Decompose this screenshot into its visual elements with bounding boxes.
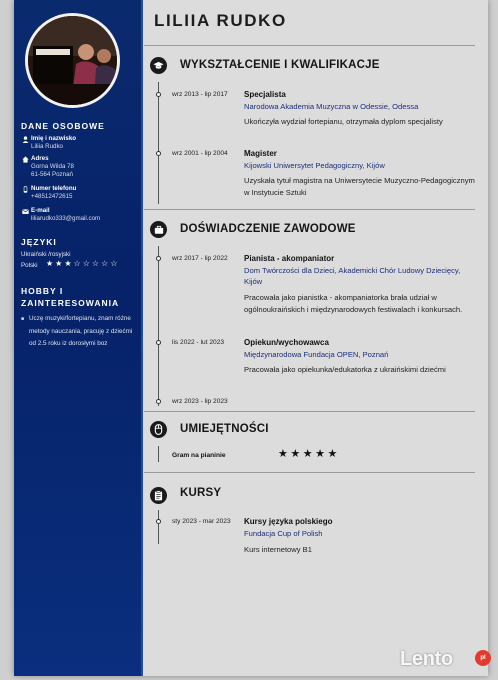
divider <box>144 209 475 210</box>
mouse-icon <box>150 421 167 438</box>
timeline-dot <box>156 519 161 524</box>
language-item: Ukraiński /rosyjski <box>21 251 71 258</box>
entry-desc: Uzyskała tytuł magistra na Uniwersytecie Muzyczno-Pedagogicznym w Instytucie Sztuki <box>244 176 475 197</box>
entry-org: Dom Twórczości dla Dzieci, Akademicki Chór Ludowy Dziecięcy, Kijów <box>244 266 461 287</box>
timeline-dot <box>156 399 161 404</box>
home-icon <box>19 155 31 179</box>
entry-org: Kijowski Uniwersytet Pedagogiczny, Kijów <box>244 161 385 170</box>
language-item: Polski <box>21 262 38 269</box>
entry-org: Międzynarodowa Fundacja OPEN, Poznań <box>244 350 389 359</box>
section-title-education: WYKSZTAŁCENIE I KWALIFIKACJE <box>180 59 380 71</box>
hobby-item <box>21 313 139 351</box>
personal-value: Liliia Rudko <box>31 143 63 150</box>
entry-date: wrz 2001 - lip 2004 <box>172 150 228 157</box>
entry-date: wrz 2013 - lip 2017 <box>172 91 228 98</box>
briefcase-icon <box>150 221 167 238</box>
timeline-line <box>158 82 159 204</box>
section-title-skills: UMIEJĘTNOŚCI <box>180 423 269 435</box>
sidebar <box>14 0 141 676</box>
timeline-line <box>158 510 159 544</box>
entry-org: Fundacja Cup of Polish <box>244 529 323 538</box>
entry-desc: Kurs internetowy B1 <box>244 545 312 554</box>
timeline-dot <box>156 340 161 345</box>
entry-date: wrz 2023 - lip 2023 <box>172 398 228 405</box>
entry-title: Kursy języka polskiego <box>244 517 333 526</box>
graduation-cap-icon <box>150 57 167 74</box>
avatar <box>25 13 120 108</box>
language-rating: ★★★☆☆☆☆☆ <box>46 259 120 268</box>
skill-name: Gram na pianinie <box>172 452 226 459</box>
entry-date: lis 2022 - lut 2023 <box>172 339 225 346</box>
section-title-experience: DOŚWIADCZENIE ZAWODOWE <box>180 223 356 235</box>
divider <box>144 45 475 46</box>
timeline-line <box>158 446 159 462</box>
personal-item-address <box>19 155 137 179</box>
person-name: LILIIA RUDKO <box>154 11 287 30</box>
entry-date: wrz 2017 - lip 2022 <box>172 255 228 262</box>
personal-value: Gorna Wilda 78 61-564 Poznań <box>31 163 74 178</box>
personal-value: +48512472615 <box>31 193 73 200</box>
timeline-dot <box>156 92 161 97</box>
personal-label: E-mail <box>31 207 50 214</box>
personal-label: Adres <box>31 155 49 162</box>
entry-org: Narodowa Akademia Muzyczna w Odessie, Odessa <box>244 102 419 111</box>
envelope-icon <box>19 207 31 223</box>
timeline-dot <box>156 256 161 261</box>
entry-title: Opiekun/wychowawca <box>244 338 329 347</box>
personal-label: Numer telefonu <box>31 185 77 192</box>
entry-desc: Ukończyła wydział fortepianu, otrzymała dyplom specjalisty <box>244 117 443 126</box>
entry-title: Pianista - akompaniator <box>244 254 335 263</box>
languages-heading: JĘZYKI <box>21 237 57 247</box>
hobby-text: Uczę muzyki/fortepianu, znam różne metody nauczania, pracuję z dziećmi od 2.5 roku iz dorosłymi boz <box>29 315 133 348</box>
timeline-dot <box>156 151 161 156</box>
clipboard-icon <box>150 487 167 504</box>
personal-item-email <box>19 207 137 223</box>
personal-item-phone <box>19 185 137 201</box>
divider <box>144 411 475 412</box>
sidebar-stripe <box>141 0 143 676</box>
watermark-logo: Lento <box>400 648 453 670</box>
divider <box>144 472 475 473</box>
skill-rating: ★★★★★ <box>278 448 340 460</box>
hobby-heading: HOBBY I ZAINTERESOWANIA <box>21 286 120 308</box>
timeline-line <box>158 246 159 406</box>
entry-date: sty 2023 - mar 2023 <box>172 518 231 525</box>
phone-icon <box>19 185 31 201</box>
section-title-courses: KURSY <box>180 487 222 499</box>
entry-title: Magister <box>244 149 277 158</box>
entry-desc: Pracowała jako pianistka - akompaniatorka brała udział w ogólnoukraińskich i międzynarodowych festiwalach i konkursach. <box>244 293 463 314</box>
entry-title: Specjalista <box>244 90 286 99</box>
bullet-icon: ■ <box>21 316 25 322</box>
person-icon <box>19 135 31 151</box>
personal-value: liliarudko333@gmail.com <box>31 215 101 222</box>
personal-label: Imię i nazwisko <box>31 135 77 142</box>
personal-heading: DANE OSOBOWE <box>21 121 105 131</box>
entry-desc: Pracowała jako opiekunka/edukatorka z ukraińskimi dziećmi <box>244 365 446 374</box>
watermark-badge: pl <box>475 650 491 666</box>
personal-item-name <box>19 135 137 151</box>
